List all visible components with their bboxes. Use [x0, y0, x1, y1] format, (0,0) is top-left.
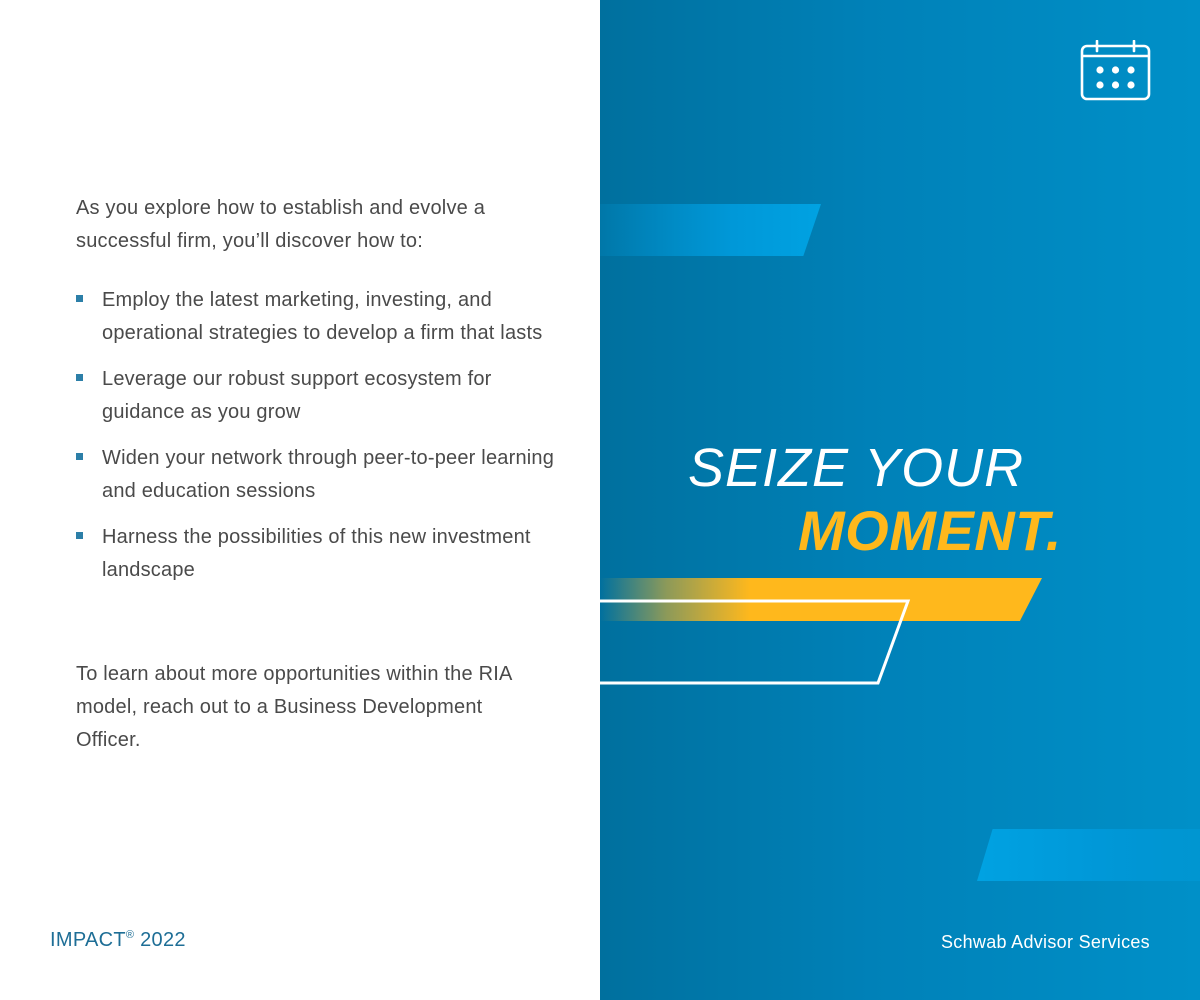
edition-year: 2022 [134, 929, 186, 951]
right-panel [600, 0, 1200, 1000]
list-item [76, 442, 556, 508]
brand-name: IMPACT [50, 929, 126, 951]
intro-paragraph: As you explore how to establish and evolve a successful firm, you’ll discover how to: [76, 197, 486, 252]
decorative-stripe-top [600, 204, 821, 256]
bullet-square-icon [76, 453, 83, 460]
list-item [76, 363, 556, 429]
headline-line-1: SEIZE YOUR [688, 438, 1025, 498]
list-item-text: Leverage our robust support ecosystem for guidance as you grow [102, 368, 492, 423]
publication-footer [50, 929, 186, 952]
closing-paragraph: To learn about more opportunities within the RIA model, reach out to a Business Development Officer. [76, 663, 512, 751]
list-item-text: Widen your network through peer-to-peer learning and education sessions [102, 447, 555, 502]
calendar-icon [1080, 40, 1152, 102]
benefits-list [76, 284, 556, 600]
bullet-square-icon [76, 295, 83, 302]
company-footer: Schwab Advisor Services [941, 932, 1150, 952]
bullet-square-icon [76, 532, 83, 539]
list-item-text: Employ the latest marketing, investing, and operational strategies to develop a firm that lasts [102, 289, 543, 344]
list-item-text: Harness the possibilities of this new investment landscape [102, 526, 531, 581]
registered-mark: ® [125, 929, 135, 941]
bullet-square-icon [76, 374, 83, 381]
headline-line-2: MOMENT. [798, 499, 1062, 562]
list-item [76, 521, 556, 587]
decorative-stripe-bottom [977, 829, 1200, 881]
decorative-outline-parallelogram [600, 598, 912, 686]
list-item [76, 284, 556, 350]
